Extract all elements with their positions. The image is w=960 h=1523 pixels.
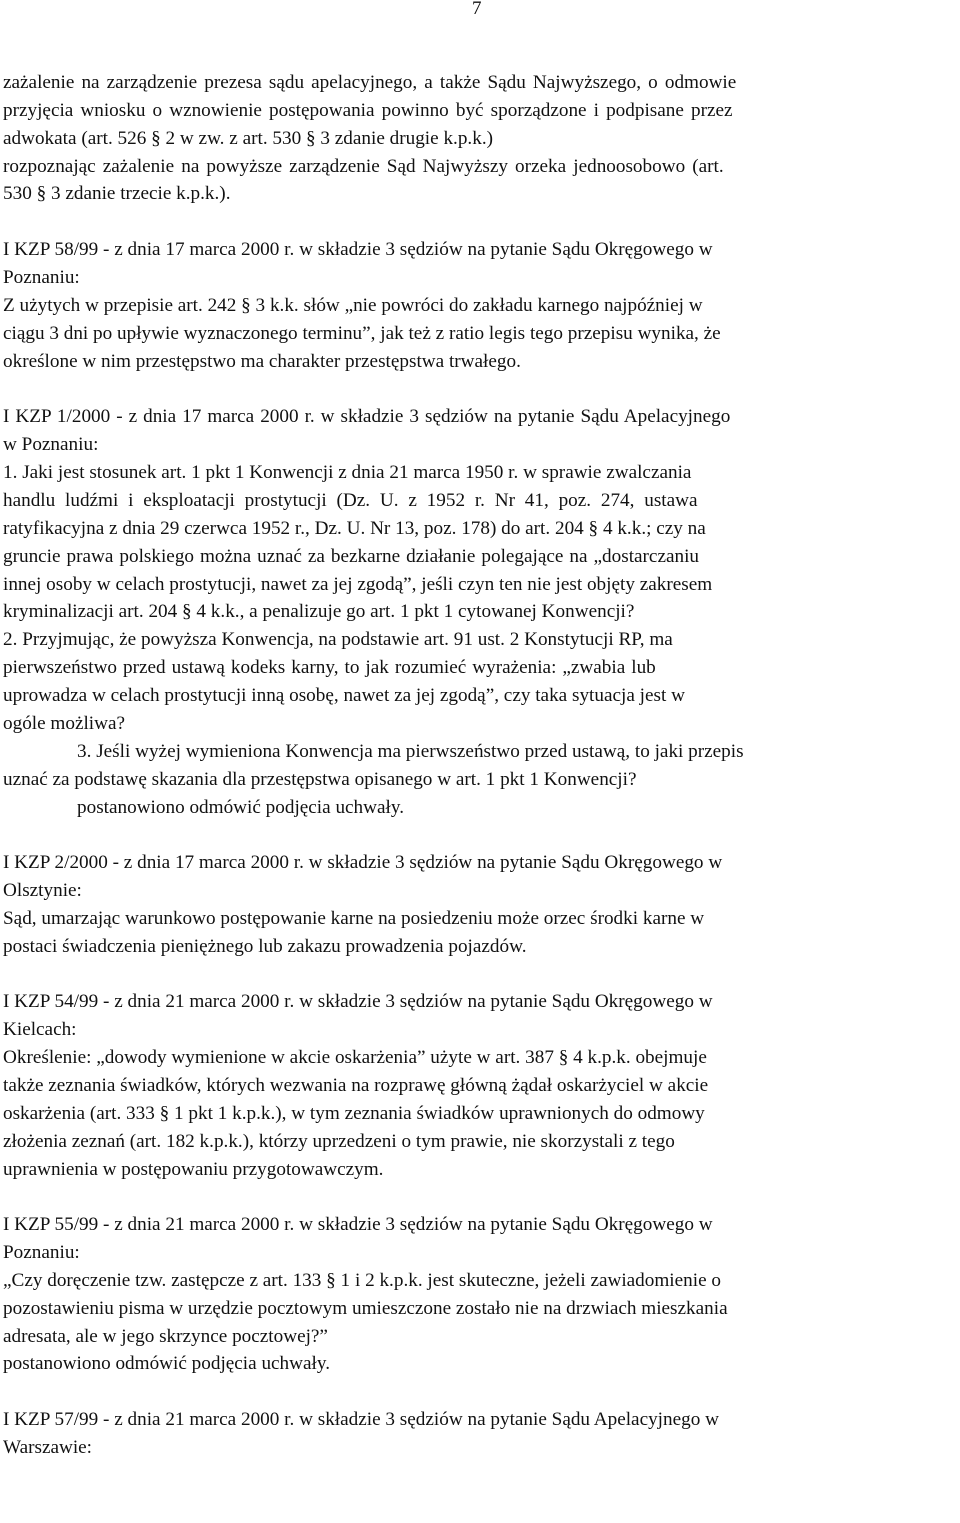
text-line: postaci świadczenia pieniężnego lub zakazu prowadzenia pojazdów. (3, 936, 527, 957)
page-number: 7 (472, 0, 482, 19)
text-line: złożenia zeznań (art. 182 k.p.k.), którzy uprzedzeni o tym prawie, nie skorzystali z tego (3, 1131, 675, 1152)
text-line: także zeznania świadków, których wezwania na rozprawę główną żądał oskarżyciel w akcie (3, 1075, 709, 1096)
text-line: oskarżenia (art. 333 § 1 pkt 1 k.p.k.), w tym zeznania świadków uprawnionych do odmowy (3, 1103, 705, 1124)
case-heading: I KZP 2/2000 - z dnia 17 marca 2000 r. w składzie 3 sędziów na pytanie Sądu Okręgowego w (3, 852, 723, 873)
text-line: uprawnienia w postępowaniu przygotowawczym. (3, 1159, 384, 1180)
text-line: rozpoznając zażalenie na powyższe zarządzenie Sąd Najwyższy orzeka jednoosobowo (art. (3, 156, 724, 177)
text-line: adwokata (art. 526 § 2 w zw. z art. 530 § 3 zdanie drugie k.p.k.) (3, 128, 494, 149)
case-heading: I KZP 58/99 - z dnia 17 marca 2000 r. w składzie 3 sędziów na pytanie Sądu Okręgowego w (3, 239, 713, 260)
text-line: pozostawieniu pisma w urzędzie pocztowym umieszczone zostało nie na drzwiach mieszkania (3, 1298, 728, 1319)
text-line: pierwszeństwo przed ustawą kodeks karny, to jak rozumieć wyrażenia: „zwabia lub (3, 657, 656, 678)
text-line: Z użytych w przepisie art. 242 § 3 k.k. słów „nie powróci do zakładu karnego najpóźniej w (3, 295, 703, 316)
text-line: przyjęcia wniosku o wznowienie postępowania powinno być sporządzone i podpisane przez (3, 100, 733, 121)
text-line: Sąd, umarzając warunkowo postępowanie karne na posiedzeniu może orzec środki karne w (3, 908, 705, 929)
text-line: kryminalizacji art. 204 § 4 k.k., a penalizuje go art. 1 pkt 1 cytowanej Konwencji? (3, 601, 635, 622)
case-heading-court: Warszawie: (3, 1437, 93, 1458)
text-line: ratyfikacyjna z dnia 29 czerwca 1952 r., Dz. U. Nr 13, poz. 178) do art. 204 § 4 k.k.; czy na (3, 518, 706, 539)
text-line: zażalenie na zarządzenie prezesa sądu apelacyjnego, a także Sądu Najwyższego, o odmowie (3, 72, 737, 93)
text-line: adresata, ale w jego skrzynce pocztowej?” (3, 1326, 328, 1347)
text-line: handlu ludźmi i eksploatacji prostytucji (Dz. U. z 1952 r. Nr 41, poz. 274, ustawa (3, 490, 698, 511)
case-heading-court: Kielcach: (3, 1019, 77, 1040)
text-line: uprowadza w celach prostytucji inną osobę, nawet za jej zgodą”, czy taka sytuacja jest w (3, 685, 685, 706)
case-heading: I KZP 54/99 - z dnia 21 marca 2000 r. w składzie 3 sędziów na pytanie Sądu Okręgowego w (3, 991, 713, 1012)
case-heading-court: Poznaniu: (3, 267, 80, 288)
text-line: 2. Przyjmując, że powyższa Konwencja, na podstawie art. 91 ust. 2 Konstytucji RP, ma (3, 629, 673, 650)
text-line: 3. Jeśli wyżej wymieniona Konwencja ma pierwszeństwo przed ustawą, to jaki przepis (77, 741, 744, 762)
text-line: 530 § 3 zdanie trzecie k.p.k.). (3, 183, 231, 204)
case-heading-court: w Poznaniu: (3, 434, 99, 455)
text-line: gruncie prawa polskiego można uznać za bezkarne działanie polegające na „dostarczaniu (3, 546, 699, 567)
case-heading: I KZP 1/2000 - z dnia 17 marca 2000 r. w składzie 3 sędziów na pytanie Sądu Apelacyjnego (3, 406, 731, 427)
case-heading-court: Olsztynie: (3, 880, 82, 901)
text-line: Określenie: „dowody wymienione w akcie oskarżenia” użyte w art. 387 § 4 k.p.k. obejmuje (3, 1047, 707, 1068)
case-heading: I KZP 57/99 - z dnia 21 marca 2000 r. w składzie 3 sędziów na pytanie Sądu Apelacyjnego w (3, 1409, 719, 1430)
text-line: uznać za podstawę skazania dla przestępstwa opisanego w art. 1 pkt 1 Konwencji? (3, 769, 637, 790)
case-heading-court: Poznaniu: (3, 1242, 80, 1263)
text-line: określone w nim przestępstwo ma charakter przestępstwa trwałego. (3, 351, 521, 372)
case-heading: I KZP 55/99 - z dnia 21 marca 2000 r. w składzie 3 sędziów na pytanie Sądu Okręgowego w (3, 1214, 713, 1235)
text-line: 1. Jaki jest stosunek art. 1 pkt 1 Konwencji z dnia 21 marca 1950 r. w sprawie zwalczania (3, 462, 692, 483)
text-line: innej osoby w celach prostytucji, nawet za jej zgodą”, jeśli czyn ten nie jest objęty zakresem (3, 574, 713, 595)
decision-line: postanowiono odmówić podjęcia uchwały. (3, 1353, 331, 1374)
text-line: ogóle możliwa? (3, 713, 126, 734)
text-line: „Czy doręczenie tzw. zastępcze z art. 133 § 1 i 2 k.p.k. jest skuteczne, jeżeli zawiadomienie o (3, 1270, 721, 1291)
decision-line: postanowiono odmówić podjęcia uchwały. (77, 797, 405, 818)
text-line: ciągu 3 dni po upływie wyznaczonego terminu”, jak też z ratio legis tego przepisu wynika, że (3, 323, 721, 344)
